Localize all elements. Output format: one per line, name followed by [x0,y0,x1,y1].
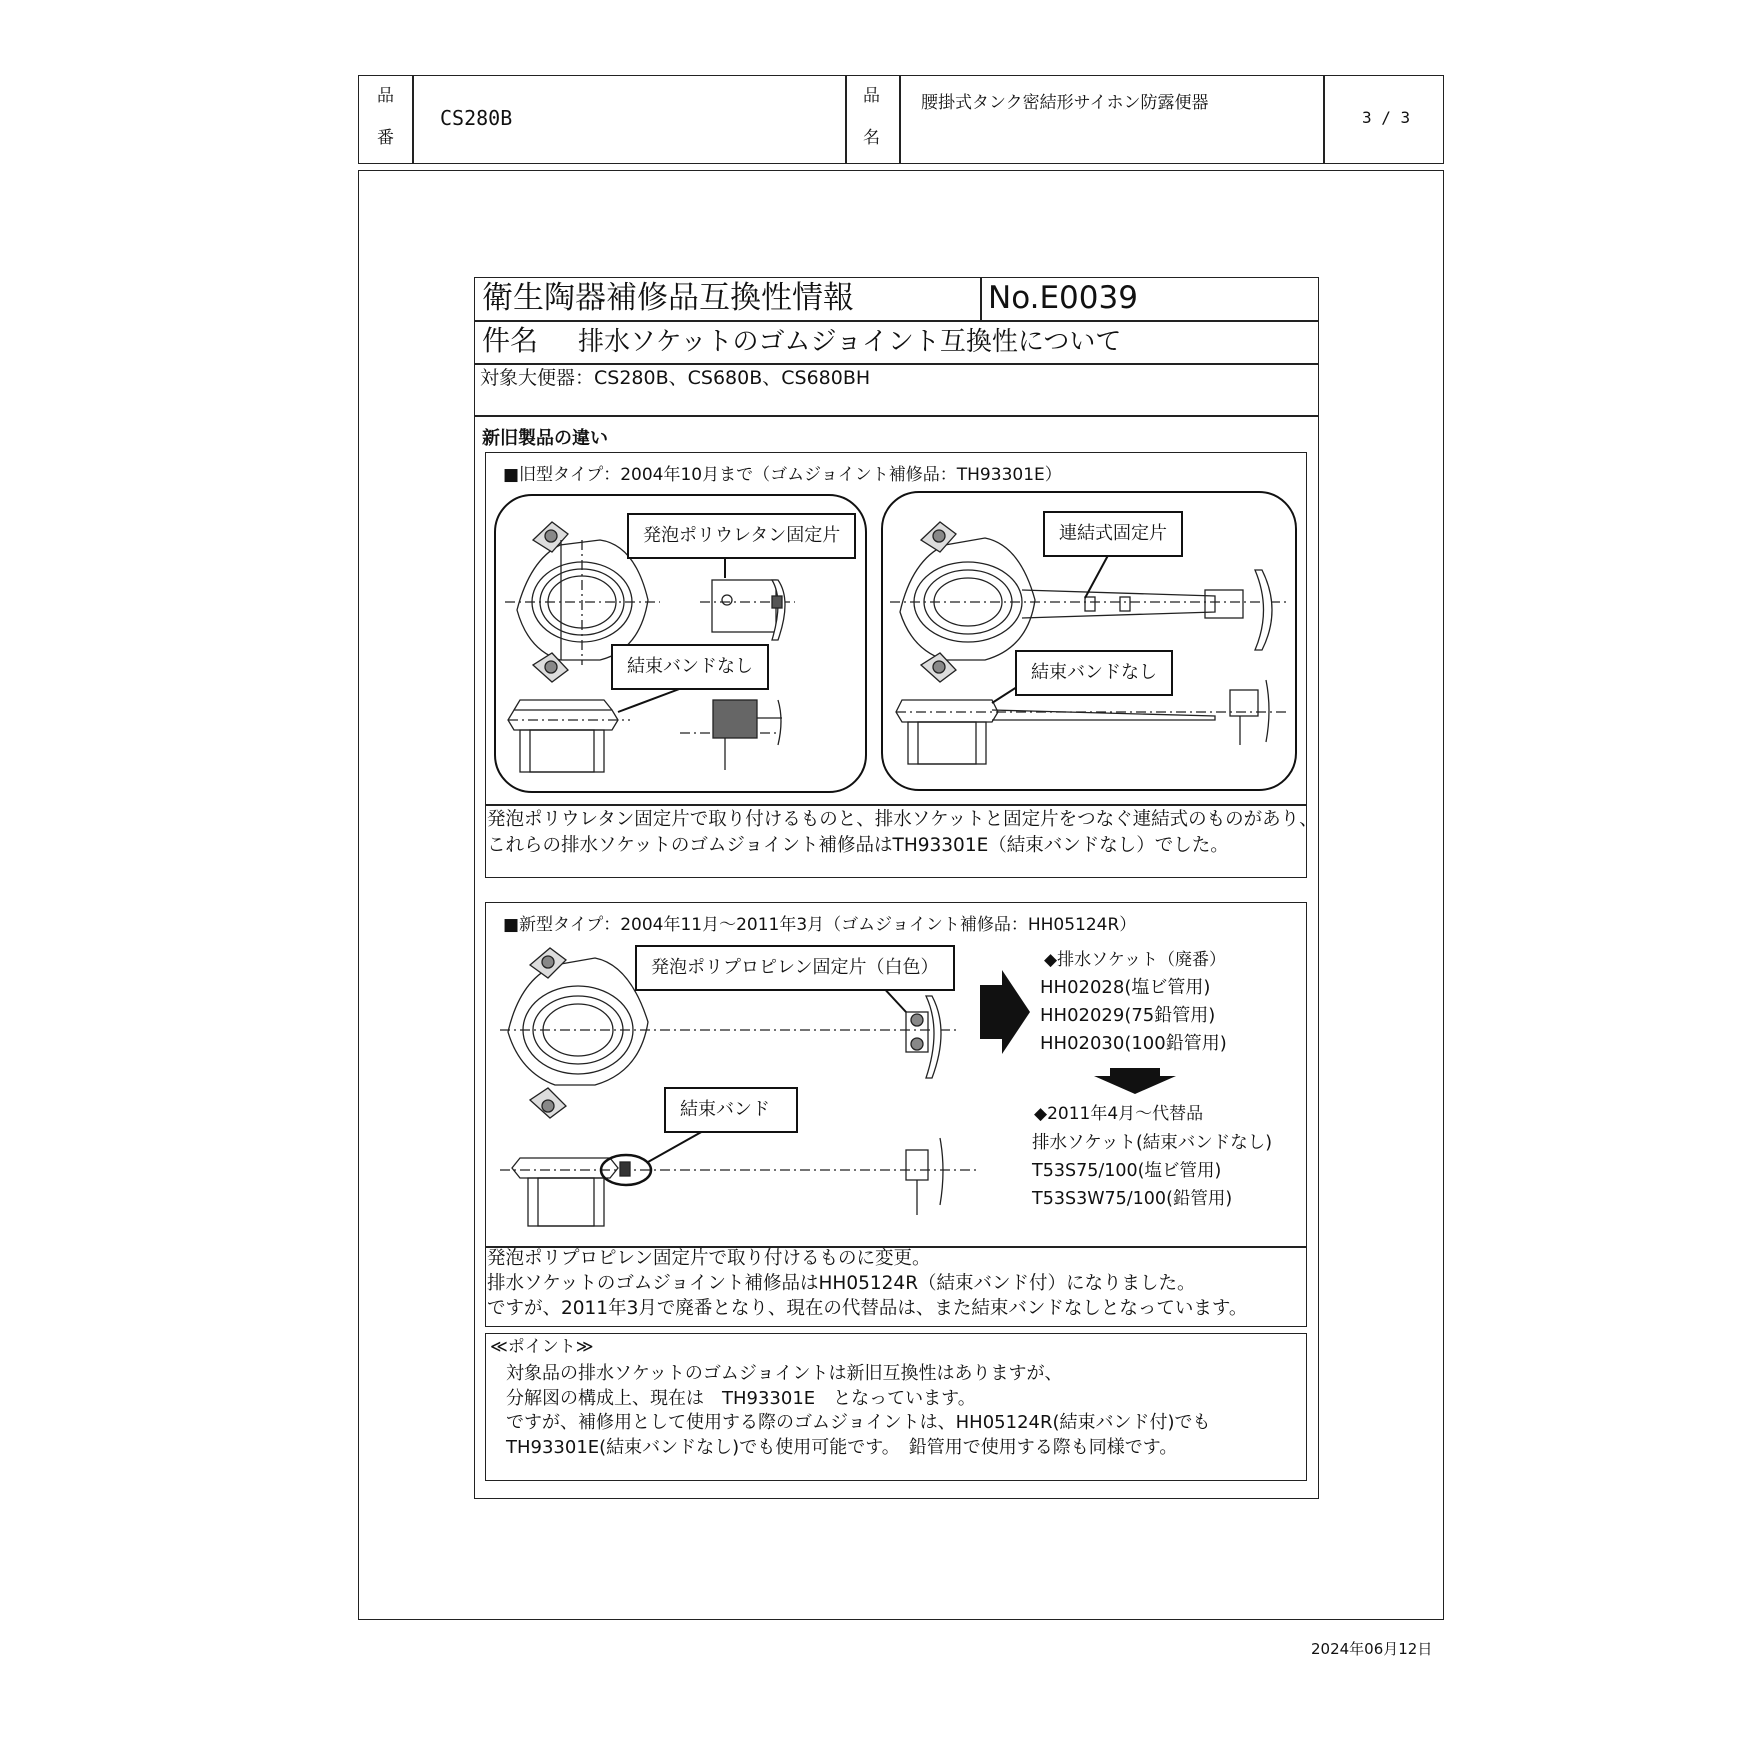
callout-band: 結束バンド [664,1087,798,1133]
callout-foam-polypropylene: 発泡ポリプロピレン固定片（白色） [635,945,955,991]
point-line: 分解図の構成上、現在は TH93301E となっています。 [506,1388,976,1409]
old-type-heading: ■旧型タイプ：2004年10月まで（ゴムジョイント補修品：TH93301E） [503,465,1062,485]
section-heading: 新旧製品の違い [482,428,608,449]
subject-label: 件名 [482,324,539,357]
discontinued-item: HH02030(100鉛管用) [1040,1033,1227,1054]
callout-linked-fixing: 連結式固定片 [1043,511,1183,557]
point-line: ですが、補修用として使用する際のゴムジョイントは、HH05124R(結束バンド付)でも [506,1412,1211,1433]
hinmei-label-bottom: 名 [863,128,880,148]
discontinued-item: HH02029(75鉛管用) [1040,1005,1216,1026]
replacement-item: T53S3W75/100(鉛管用) [1032,1189,1233,1209]
discontinued-title: ◆排水ソケット（廃番） [1044,950,1227,970]
page-indicator: 3 / 3 [1362,108,1411,127]
old-left-foam-section-drawing [680,700,782,770]
product-name: 腰掛式タンク密結形サイホン防露便器 [921,93,1209,113]
replacement-title: ◆2011年4月～代替品 [1034,1104,1204,1124]
point-line: 対象品の排水ソケットのゴムジョイントは新旧互換性はありますが、 [506,1363,1063,1384]
hinban-label-top: 品 [377,86,394,106]
product-number: CS280B [440,106,513,130]
replacement-item: T53S75/100(塩ビ管用) [1032,1161,1222,1181]
callout-no-band-right: 結束バンドなし [1015,650,1173,696]
old-type-note-line-2: これらの排水ソケットのゴムジョイント補修品はTH93301E（結束バンドなし）でした。 [487,835,1229,856]
footer-date: 2024年06月12日 [1311,1640,1433,1658]
callout-no-band-left: 結束バンドなし [611,644,769,690]
new-type-note-line-1: 発泡ポリプロピレン固定片で取り付けるものに変更。 [487,1248,931,1269]
sheet-number: No.E0039 [988,280,1138,316]
point-title: ≪ポイント≫ [490,1337,594,1357]
old-left-foam-fixing-drawing [700,580,795,640]
hinmei-label-top: 品 [863,86,880,106]
replacement-item: 排水ソケット(結束バンドなし) [1032,1133,1273,1153]
hinban-label-bottom: 番 [377,128,394,148]
target-models: 対象大便器：CS280B、CS680B、CS680BH [480,367,871,389]
discontinued-item: HH02028(塩ビ管用) [1040,977,1211,998]
callout-foam-polyurethane: 発泡ポリウレタン固定片 [627,513,856,559]
new-type-note-line-3: ですが、2011年3月で廃番となり、現在の代替品は、また結束バンドなしとなっています。 [487,1298,1248,1319]
sheet-title: 衛生陶器補修品互換性情報 [482,280,854,316]
new-type-heading: ■新型タイプ：2004年11月～2011年3月（ゴムジョイント補修品：HH05124R） [503,915,1137,935]
subject-text: 排水ソケットのゴムジョイント互換性について [578,327,1122,357]
old-left-section-drawing [508,700,630,772]
new-type-note-line-2: 排水ソケットのゴムジョイント補修品はHH05124R（結束バンド付）になりました。 [487,1273,1196,1294]
old-type-note-line-1: 発泡ポリウレタン固定片で取り付けるものと、排水ソケットと固定片をつなぐ連結式のものがあり、 [487,809,1318,830]
point-line: TH93301E(結束バンドなし)でも使用可能です。 鉛管用で使用する際も同様です。 [506,1437,1178,1458]
